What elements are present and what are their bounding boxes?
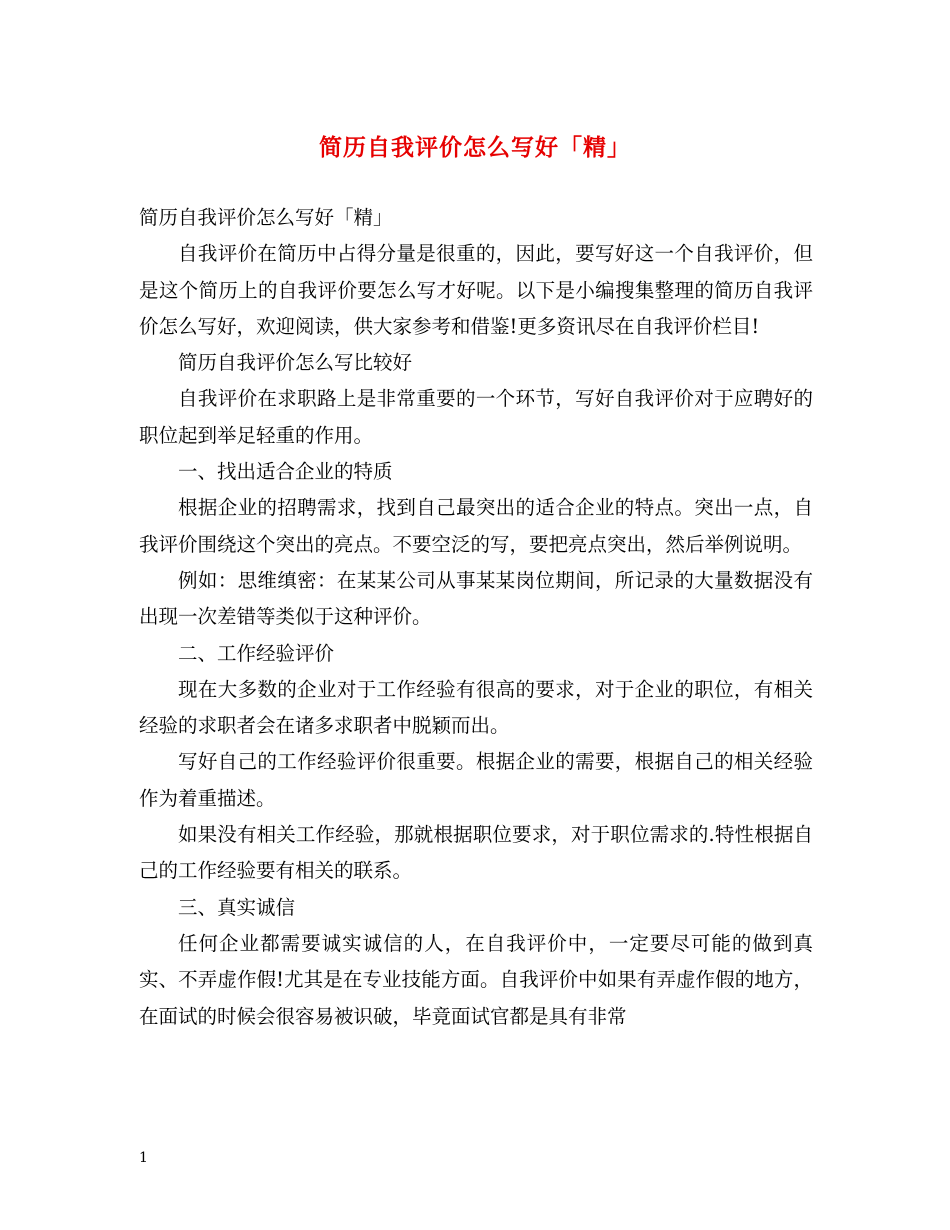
section-heading-2: 二、工作经验评价 [178,641,335,665]
paragraph-subtitle: 简历自我评价怎么写好「精」 [139,206,393,229]
paragraph: 自我评价在求职路上是非常重要的一个环节，写好自我评价对于应聘好的职位起到举足轻重的作用。 [139,387,813,447]
document-body [139,200,813,1035]
section-heading-1: 一、找出适合企业的特质 [178,460,393,484]
paragraph: 如果没有相关工作经验，那就根据职位要求，对于职位需求的.特性根据自己的工作经验要有相关的联系。 [139,823,813,883]
section-heading-3: 三、真实诚信 [178,895,296,919]
paragraph: 根据企业的招聘需求，找到自己最突出的适合企业的特点。突出一点，自我评价围绕这个突出的亮点。不要空泛的写，要把亮点突出，然后举例说明。 [139,496,813,556]
section-heading: 简历自我评价怎么写比较好 [178,351,413,375]
paragraph: 现在大多数的企业对于工作经验有很高的要求，对于企业的职位，有相关经验的求职者会在诸多求职者中脱颖而出。 [139,677,813,738]
paragraph-intro: 自我评价在简历中占得分量是很重的，因此，要写好这一个自我评价，但是这个简历上的自我评价要怎么写才好呢。以下是小编搜集整理的简历自我评价怎么写好，欢迎阅读，供大家参考和借鉴!更多资讯尽在自我评价栏目! [139,242,813,338]
paragraph-example: 例如：思维缜密：在某某公司从事某某岗位期间，所记录的大量数据没有出现一次差错等类似于这种评价。 [139,568,813,629]
page-number: 1 [139,1150,148,1166]
document-title: 简历自我评价怎么写好「精」 [319,134,631,161]
paragraph: 任何企业都需要诚实诚信的人，在自我评价中，一定要尽可能的做到真实、不弄虚作假!尤其是在专业技能方面。自我评价中如果有弄虚作假的地方，在面试的时候会很容易被识破，毕竟面试官都是具有非常 [139,931,813,1028]
paragraph: 写好自己的工作经验评价很重要。根据企业的需要，根据自己的相关经验作为着重描述。 [139,750,813,810]
